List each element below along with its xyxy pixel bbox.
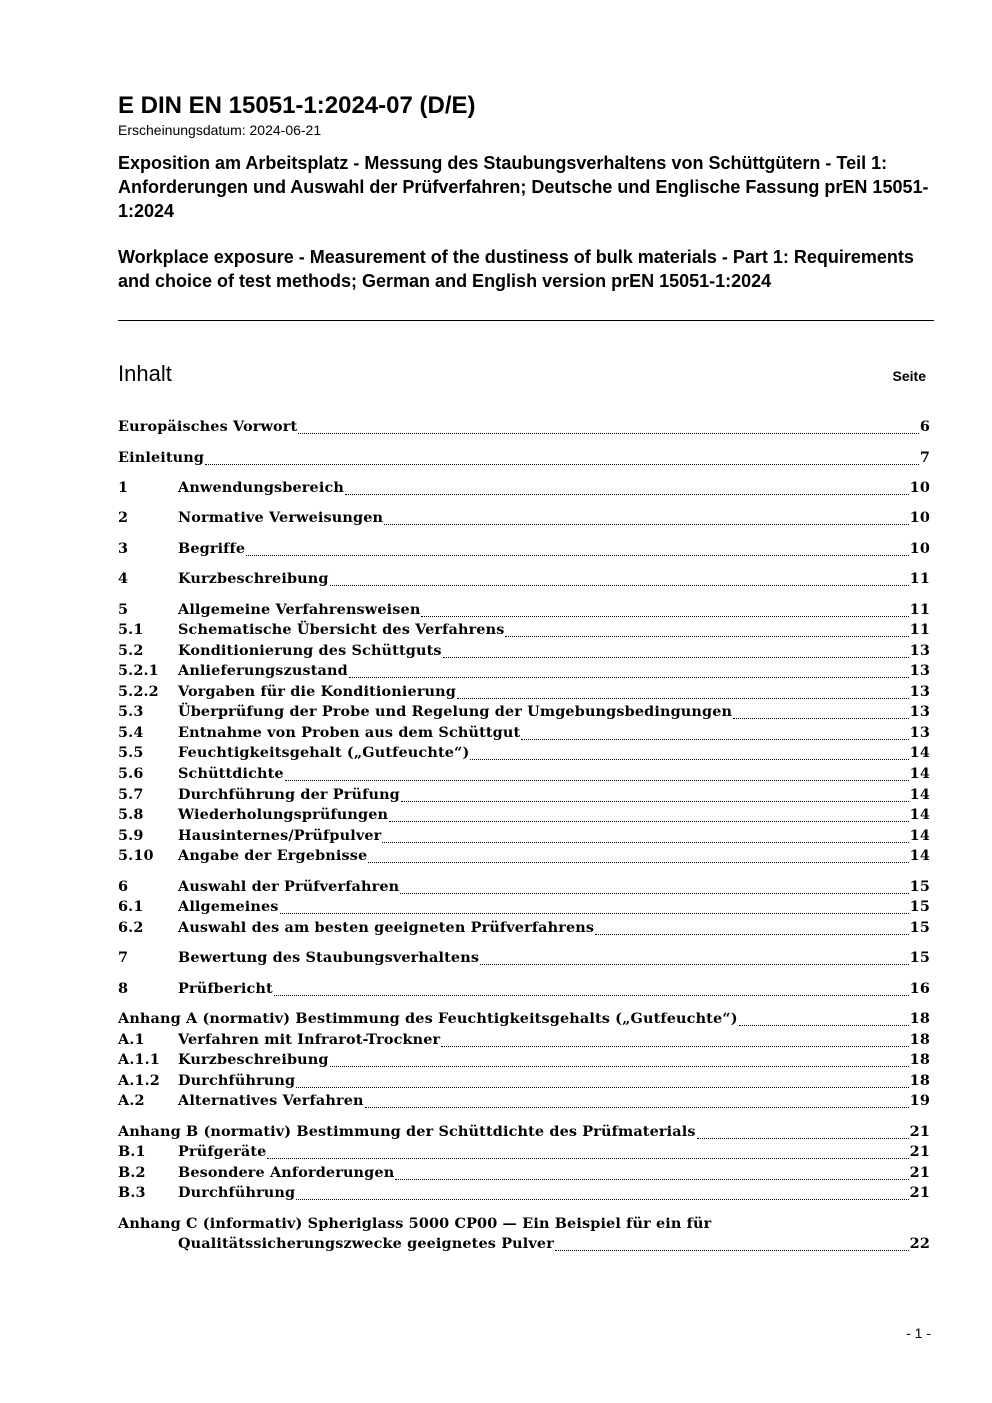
toc-entry-page: 13 bbox=[909, 642, 930, 659]
toc-entry-page: 16 bbox=[909, 980, 930, 997]
toc-entry[interactable] bbox=[118, 570, 930, 590]
toc-entry-page: 13 bbox=[909, 703, 930, 720]
toc-leader-dots bbox=[365, 1107, 909, 1108]
toc-entry-label: Anhang A (normativ) Bestimmung des Feuchtigkeitsgehalts („Gutfeuchte“) bbox=[118, 1010, 738, 1027]
toc-leader-dots bbox=[296, 1087, 908, 1088]
toc-entry-number: 5.5 bbox=[118, 744, 144, 761]
toc-leader-dots bbox=[296, 1199, 908, 1200]
toc-entry[interactable] bbox=[118, 662, 930, 682]
toc-entry[interactable] bbox=[118, 878, 930, 898]
toc-entry-number: 1 bbox=[118, 479, 129, 496]
toc-leader-dots bbox=[330, 585, 909, 586]
toc-entry-label: Qualitätssicherungszwecke geeignetes Pulver bbox=[178, 1235, 554, 1252]
toc-entry-page: 21 bbox=[909, 1184, 930, 1201]
toc-leader-dots bbox=[280, 913, 909, 914]
toc-entry-label: Schematische Übersicht des Verfahrens bbox=[178, 621, 505, 638]
toc-entry-number: 5.9 bbox=[118, 827, 144, 844]
toc-entry-label: Besondere Anforderungen bbox=[178, 1164, 395, 1181]
toc-entry-label: Feuchtigkeitsgehalt („Gutfeuchte“) bbox=[178, 744, 470, 761]
toc-entry[interactable] bbox=[118, 1051, 930, 1071]
toc-leader-dots bbox=[697, 1138, 909, 1139]
toc-entry-label: Entnahme von Proben aus dem Schüttgut bbox=[178, 724, 521, 741]
toc-entry[interactable] bbox=[118, 1072, 930, 1092]
toc-entry-label: Vorgaben für die Konditionierung bbox=[178, 683, 456, 700]
toc-leader-dots bbox=[384, 524, 909, 525]
toc-leader-dots bbox=[345, 494, 909, 495]
toc-entry-label: Auswahl des am besten geeigneten Prüfverfahrens bbox=[178, 919, 595, 936]
toc-leader-dots bbox=[521, 739, 908, 740]
toc-entry-number: B.3 bbox=[118, 1184, 146, 1201]
toc-entry-number: 5.4 bbox=[118, 724, 144, 741]
toc-entry-page: 14 bbox=[909, 765, 930, 782]
toc-leader-dots bbox=[595, 934, 909, 935]
toc-entry-label: Prüfgeräte bbox=[178, 1143, 267, 1160]
toc-entry-label: Normative Verweisungen bbox=[178, 509, 384, 526]
toc-entry-page: 13 bbox=[909, 724, 930, 741]
toc-entry[interactable] bbox=[118, 898, 930, 918]
toc-entry-number: B.2 bbox=[118, 1164, 146, 1181]
header-divider bbox=[118, 320, 934, 321]
toc-entry[interactable] bbox=[118, 449, 930, 469]
toc-entry[interactable] bbox=[118, 479, 930, 499]
toc-leader-dots bbox=[349, 677, 909, 678]
toc-entry-number: 4 bbox=[118, 570, 129, 587]
toc-entry[interactable] bbox=[118, 765, 930, 785]
toc-entry[interactable] bbox=[118, 418, 930, 438]
toc-entry-label: Kurzbeschreibung bbox=[178, 570, 329, 587]
toc-entry-label: Anhang B (normativ) Bestimmung der Schüttdichte des Prüfmaterials bbox=[118, 1123, 696, 1140]
toc-entry-page: 14 bbox=[909, 827, 930, 844]
toc-leader-dots bbox=[267, 1158, 908, 1159]
toc-entry-number: 5.1 bbox=[118, 621, 144, 638]
toc-entry-label: Verfahren mit Infrarot-Trockner bbox=[178, 1031, 441, 1048]
toc-entry-number: A.1.1 bbox=[118, 1051, 160, 1068]
toc-leader-dots bbox=[298, 433, 919, 434]
toc-entry-number: 5.6 bbox=[118, 765, 144, 782]
toc-entry-number: 6.2 bbox=[118, 919, 144, 936]
toc-entry-page: 22 bbox=[909, 1235, 930, 1252]
toc-entry-page: 7 bbox=[919, 449, 930, 466]
toc-entry[interactable] bbox=[118, 827, 930, 847]
toc-entry[interactable] bbox=[118, 509, 930, 529]
toc-leader-dots bbox=[205, 464, 919, 465]
toc-entry-page: 14 bbox=[909, 786, 930, 803]
toc-entry-page: 18 bbox=[909, 1051, 930, 1068]
toc-entry-page: 15 bbox=[909, 919, 930, 936]
toc-entry-number: 7 bbox=[118, 949, 129, 966]
toc-entry-label: Wiederholungsprüfungen bbox=[178, 806, 389, 823]
document-header bbox=[118, 92, 934, 293]
toc-entry-number: 8 bbox=[118, 980, 129, 997]
toc-leader-dots bbox=[246, 555, 909, 556]
toc-leader-dots bbox=[443, 657, 909, 658]
toc-entry[interactable] bbox=[118, 621, 930, 641]
toc-entry-label: Anhang C (informativ) Spheriglass 5000 CP00 — Ein Beispiel für ein für bbox=[118, 1215, 712, 1232]
toc-entry-label: Bewertung des Staubungsverhaltens bbox=[178, 949, 480, 966]
toc-entry[interactable] bbox=[118, 1010, 930, 1030]
toc-entry-page: 18 bbox=[909, 1010, 930, 1027]
toc-entry-number: 5.10 bbox=[118, 847, 154, 864]
toc-entry-number: 5.2.2 bbox=[118, 683, 159, 700]
toc-entry-page: 11 bbox=[909, 570, 930, 587]
toc-entry-number: 5.2 bbox=[118, 642, 144, 659]
toc-entry-page: 14 bbox=[909, 806, 930, 823]
toc-entry-page: 10 bbox=[909, 540, 930, 557]
toc-entry[interactable] bbox=[118, 642, 930, 662]
toc-entry[interactable] bbox=[118, 1215, 930, 1235]
toc-entry-number: A.1.2 bbox=[118, 1072, 160, 1089]
toc-entry-page: 18 bbox=[909, 1072, 930, 1089]
toc-entry-label: Durchführung bbox=[178, 1184, 296, 1201]
toc-leader-dots bbox=[421, 616, 908, 617]
toc-entry[interactable] bbox=[118, 744, 930, 764]
toc-leader-dots bbox=[457, 698, 909, 699]
toc-entry-label: Anwendungsbereich bbox=[178, 479, 344, 496]
toc-entry-page: 14 bbox=[909, 744, 930, 761]
toc-entry-number: 6.1 bbox=[118, 898, 144, 915]
toc-entry-number: B.1 bbox=[118, 1143, 146, 1160]
toc-entry-page: 14 bbox=[909, 847, 930, 864]
toc-leader-dots bbox=[733, 718, 909, 719]
toc-entry[interactable] bbox=[118, 847, 930, 867]
toc-entry-page: 11 bbox=[909, 621, 930, 638]
toc-leader-dots bbox=[505, 636, 908, 637]
toc-leader-dots bbox=[739, 1025, 909, 1026]
toc-entry-page: 15 bbox=[909, 898, 930, 915]
toc-entry-page: 13 bbox=[909, 683, 930, 700]
toc-entry-label: Schüttdichte bbox=[178, 765, 284, 782]
toc-entry-label: Allgemeine Verfahrensweisen bbox=[178, 601, 421, 618]
toc-entry-label: Auswahl der Prüfverfahren bbox=[178, 878, 400, 895]
toc-entry-page: 21 bbox=[909, 1164, 930, 1181]
toc-entry-number: 5.3 bbox=[118, 703, 144, 720]
toc-entry-label: Angabe der Ergebnisse bbox=[178, 847, 368, 864]
toc-entry-page: 15 bbox=[909, 878, 930, 895]
toc-leader-dots bbox=[389, 821, 909, 822]
toc-entry[interactable] bbox=[118, 683, 930, 703]
toc-leader-dots bbox=[330, 1066, 909, 1067]
toc-entry[interactable] bbox=[118, 1123, 930, 1143]
toc-entry-page: 11 bbox=[909, 601, 930, 618]
toc-entry-number: 2 bbox=[118, 509, 129, 526]
toc-entry-page: 10 bbox=[909, 509, 930, 526]
toc-entry-page: 10 bbox=[909, 479, 930, 496]
document-id: E DIN EN 15051-1:2024-07 (D/E) bbox=[118, 92, 476, 119]
toc-leader-dots bbox=[368, 862, 908, 863]
toc-entry-label: Durchführung der Prüfung bbox=[178, 786, 400, 803]
toc-entry[interactable] bbox=[118, 1184, 930, 1204]
toc-entry[interactable] bbox=[118, 540, 930, 560]
toc-entry-label: Begriffe bbox=[178, 540, 246, 557]
toc-entry-number: A.1 bbox=[118, 1031, 145, 1048]
toc-leader-dots bbox=[441, 1046, 908, 1047]
toc-entry[interactable] bbox=[118, 703, 930, 723]
toc-entry-page: 15 bbox=[909, 949, 930, 966]
toc-entry-label: Hausinternes/Prüfpulver bbox=[178, 827, 382, 844]
toc-page-label: Seite bbox=[892, 368, 926, 384]
toc-entry-label: Durchführung bbox=[178, 1072, 296, 1089]
toc-entry[interactable] bbox=[118, 786, 930, 806]
toc-entry-number: A.2 bbox=[118, 1092, 145, 1109]
toc-entry[interactable] bbox=[118, 1235, 930, 1255]
toc-leader-dots bbox=[285, 780, 909, 781]
toc-leader-dots bbox=[382, 842, 908, 843]
toc-leader-dots bbox=[395, 1179, 908, 1180]
toc-entry[interactable] bbox=[118, 949, 930, 969]
toc-leader-dots bbox=[555, 1250, 909, 1251]
title-german: Exposition am Arbeitsplatz - Messung des Staubungsverhaltens von Schüttgütern - Teil 1: Anforderungen und Auswahl der Prüfverfahren; Deutsche und Englische Fassung prEN 15051-1:2024 bbox=[118, 153, 929, 221]
toc-entry-number: 6 bbox=[118, 878, 129, 895]
toc-entry-label: Allgemeines bbox=[178, 898, 279, 915]
toc-entry-label: Anlieferungszustand bbox=[178, 662, 348, 679]
toc-entry-number: 5 bbox=[118, 601, 129, 618]
toc-entry-number: 5.8 bbox=[118, 806, 144, 823]
toc-entry-label: Europäisches Vorwort bbox=[118, 418, 298, 435]
toc-entry[interactable] bbox=[118, 1031, 930, 1051]
toc-entry-number: 5.2.1 bbox=[118, 662, 159, 679]
toc-entry-page: 19 bbox=[909, 1092, 930, 1109]
toc-entry-label: Kurzbeschreibung bbox=[178, 1051, 329, 1068]
publication-date: Erscheinungsdatum: 2024-06-21 bbox=[118, 122, 322, 138]
toc-entry-page: 6 bbox=[919, 418, 930, 435]
toc-entry[interactable] bbox=[118, 1143, 930, 1163]
toc-leader-dots bbox=[480, 964, 909, 965]
toc-entry-label: Alternatives Verfahren bbox=[178, 1092, 364, 1109]
toc-leader-dots bbox=[470, 759, 908, 760]
toc-entry-page: 18 bbox=[909, 1031, 930, 1048]
toc-entry[interactable] bbox=[118, 601, 930, 621]
toc-entry-page: 21 bbox=[909, 1123, 930, 1140]
toc-entry-page: 21 bbox=[909, 1143, 930, 1160]
toc-entry[interactable] bbox=[118, 724, 930, 744]
toc-entry[interactable] bbox=[118, 1164, 930, 1184]
toc-entry-label: Überprüfung der Probe und Regelung der Umgebungsbedingungen bbox=[178, 703, 733, 720]
toc-entry[interactable] bbox=[118, 919, 930, 939]
toc-leader-dots bbox=[400, 893, 908, 894]
toc-title: Inhalt bbox=[118, 361, 172, 386]
toc-entry-page: 13 bbox=[909, 662, 930, 679]
toc-entry-label: Einleitung bbox=[118, 449, 205, 466]
toc-entry[interactable] bbox=[118, 980, 930, 1000]
title-english: Workplace exposure - Measurement of the dustiness of bulk materials - Part 1: Requirements and choice of test methods; German and English version prEN 15051-1:2024 bbox=[118, 247, 914, 291]
toc-heading-row bbox=[118, 360, 926, 388]
toc-entry-label: Konditionierung des Schüttguts bbox=[178, 642, 442, 659]
toc-entry-number: 3 bbox=[118, 540, 129, 557]
toc-entry[interactable] bbox=[118, 1092, 930, 1112]
toc-entry[interactable] bbox=[118, 806, 930, 826]
page-number: - 1 - bbox=[906, 1325, 931, 1341]
toc-leader-dots bbox=[274, 995, 909, 996]
toc-entry-label: Prüfbericht bbox=[178, 980, 273, 997]
toc-leader-dots bbox=[401, 801, 909, 802]
toc-entry-number: 5.7 bbox=[118, 786, 144, 803]
